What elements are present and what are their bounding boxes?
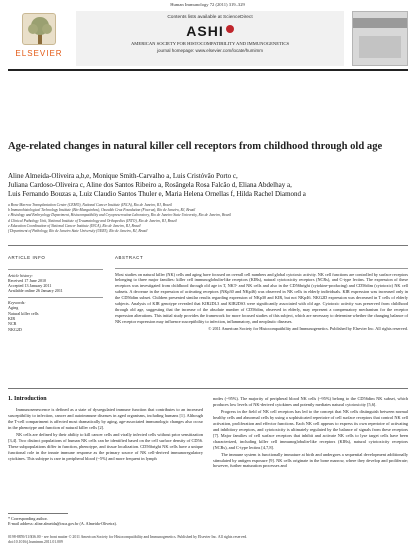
copyright-notice: © 2011 American Society for Histocompatibility and Immunogenetics. Published by Elsevier Inc. All rights reserved. <box>208 325 408 331</box>
journal-reference: Human Immunology 72 (2011) 319–329 <box>170 2 245 7</box>
author-email[interactable]: E-mail address: aline.almeida@inca.gov.br (A. Almeida-Oliveira). <box>8 521 117 527</box>
abstract-heading: ABSTRACT <box>115 255 144 260</box>
corresponding-author-note: * Corresponding author. <box>8 516 48 521</box>
elsevier-logo[interactable] <box>8 13 70 63</box>
authors-line: Juliana Cardoso-Oliveira c, Aline dos Santos Ribeiro a, Rosângela Rosa Falcão d, Eliana Abdelhay a, <box>8 181 292 190</box>
history-item: Available online 26 January 2011 <box>8 288 63 294</box>
abstract-body <box>115 268 408 332</box>
affiliation-item: a Bone Marrow Transplantation Center (CEMO), National Cancer Institute (INCA), Rio de Janeiro, RJ, Brazil <box>8 203 172 207</box>
keyword: NCR <box>8 321 17 327</box>
journal-cover-thumbnail[interactable] <box>352 11 408 66</box>
affiliation-item: e Education Coordination of National Cancer Institute (INCA), Rio de Janeiro, RJ, Brazil <box>8 223 141 228</box>
affiliation-item: c Histology and Embryology Department, Histocompatibility and Cryopreservation Laboratory, Rio de Janeiro State University, Rio de Janeiro, Brazil <box>8 213 231 218</box>
info-divider <box>8 245 408 246</box>
article-title: Age-related changes in natural killer cell receptors from childhood through old age <box>8 141 383 152</box>
divider <box>8 297 103 298</box>
keyword: Aging <box>8 305 19 311</box>
body-column-left <box>8 407 203 463</box>
body-paragraph: The immune system is functionally immature at birth and undergoes a sequential development additionally stimulated by antigen exposure [9]. NK cells originate in the bone marrow, where they develop and proliferate; however, further maturation processes and <box>213 451 408 469</box>
keyword: Natural killer cells <box>8 310 39 316</box>
authors-line: Aline Almeida-Oliveira a,b,e, Monique Smith-Carvalho a, Luis Cristóvão Porto c, <box>8 172 238 180</box>
keywords-label: Keywords: <box>8 300 26 306</box>
divider <box>8 269 103 270</box>
keyword: NKG2D <box>8 326 22 332</box>
ashi-logo-text: ASHI <box>186 23 224 39</box>
history-item: Accepted 13 January 2011 <box>8 283 52 289</box>
contents-line[interactable]: Contents lists available at ScienceDirect <box>167 15 253 20</box>
authors-line: Luis Fernando Bouzas a, Luiz Claudio Santos Thuler e, Maria Helena Ornellas f, Hilda Rachel Diamond a <box>8 190 306 199</box>
doi-link[interactable]: doi:10.1016/j.humimm.2011.01.009 <box>8 540 63 544</box>
body-paragraph: Immunosenescence is defined as a state of dysregulated immune function that contributes to an increased susceptibility to infection, cancer and autoimmune diseases in aged organisms, including humans [1]. Although the T-cell compartment is affected most dramatically by aging, age-associated immunologic changes also occur in the phenotype and function of natural killer cells [2]. <box>8 407 203 430</box>
article-history <box>8 266 103 332</box>
body-column-right <box>213 396 408 470</box>
introduction-heading: 1. Introduction <box>8 396 47 402</box>
issn-line: 0198-8859/11/$36.00 - see front matter © 2011 American Society for Histocompatibility and Immunogenetics. Published by Elsevier Inc. All rights reserved. <box>8 535 248 539</box>
affiliations <box>8 203 408 234</box>
journal-header <box>8 11 408 66</box>
body-paragraph: nodes (~95%). The majority of peripheral blood NK cells (~95%) belong to the CD56dim NK subset, which produces low levels of NK-derived cytokines and potently mediates natural cytotoxicity [5,6]. <box>213 396 408 407</box>
affiliation-item: d Clinical Pathology Unit, National Institute of Traumatology and Orthopedics (INTO), Rio de Janeiro, RJ, Brazil <box>8 218 177 223</box>
author-list <box>8 172 408 200</box>
ashi-logo <box>186 23 233 41</box>
article-info-heading: ARTICLE INFO <box>8 255 46 260</box>
journal-banner <box>76 11 344 66</box>
publication-footer <box>8 535 408 545</box>
ashi-dot-icon <box>226 25 234 33</box>
history-item: Received 17 June 2010 <box>8 277 47 283</box>
affiliation-item: f Department of Pathology, Rio de Janeiro State University (UERJ), Rio de Janeiro, RJ, Brazil <box>8 229 148 234</box>
abstract-divider <box>8 388 408 389</box>
cover-image-area <box>359 36 401 58</box>
journal-homepage-link[interactable]: journal homepage: www.elsevier.com/locate/humimm <box>156 48 264 53</box>
keyword: KIR <box>8 316 16 322</box>
header-divider <box>8 69 408 71</box>
body-paragraph: Progress in the field of NK cell receptors has led to the concept that NK cells distinguish between normal healthy cells and abnormal cells by using a sophisticated repertoire of cell surface receptors that control NK cell activation, proliferation and effector functions. Each NK cell appears to express its own repertoire of activating and inhibitory receptors, and cytotoxicity is ultimately regulated by the balance of signals from these receptors [7]. Major families of cell surface receptors that inhibit and activate NK cells to lyse target cells have been characterized, including killer cell immunoglobulin-like receptors (KIRs), natural cytotoxicity receptors (NCRs), and C-type lectins [4,7,8]. <box>213 408 408 450</box>
cover-band <box>353 18 407 28</box>
affiliation-item: b Immunohistological Technology Institute (Bio-Manguinhos), Oswaldo Cruz Foundation (Fiocruz), Rio de Janeiro, RJ, Brazil <box>8 208 196 213</box>
body-paragraph: NK cells are defined by their ability to kill cancer cells and virally infected cells without prior sensitization [3,4]. Two distinct populations of human NK cells can be identified based on the cell surface density of CD56. These subpopulations differ in function, phenotype, and tissue localization. CD56bright NK cells have a unique functional role in the innate immune response as the primary source of NK cell-derived immunoregulatory cytokines. This subtype is rare in peripheral blood (~5%) and more frequent in lymph <box>8 431 203 461</box>
history-label: Article history: <box>8 272 33 278</box>
elsevier-tree-icon <box>22 13 56 45</box>
abstract-text: Most studies on natural killer (NK) cells and aging have focused on overall cell numbers and global cytotoxic activity. NK cell functions are controlled by surface receptors belonging to three major families: killer cell immunoglobulin-like receptors (KIRs), natural cytotoxicity receptors (NCRs), and C-type lectins. The expression of these receptors was investigated from childhood through old age in T, NKT- and NK cells and also in the CD56bright (cytokine-producing) and CD56dim (cytotoxic) NK cell subsets. A decrease in the expression of activating receptors (NKp30 and NKp46) was observed in NK cells in elderly individuals. KIR expression was increased only in the CD56dim subset. Children presented similar results regarding expression of NKp30 and KIR, but not NKp46. NKG2D expression was decreased in T cells of elderly subjects. Analysis of KIR genotype revealed that KIR2DL3 and KIR2DS3 were significantly associated with old age. Cytotoxic activity was preserved from childhood through old age, suggesting that the increase of the absolute number of CD56dim, observed in elderly, may represent a compensatory mechanism for the receptor expression alterations. This initial study provides the framework for more focused studies of this subject, which are necessary to determine whether the changing balance of NK receptor expression may influence susceptibility to infection, inflammatory, and neoplastic diseases. <box>115 271 408 324</box>
footnotes <box>8 516 203 527</box>
divider <box>115 268 408 269</box>
society-name: AMERICAN SOCIETY FOR HISTOCOMPATIBILITY AND IMMUNOGENETICS <box>130 41 290 46</box>
elsevier-wordmark: ELSEVIER <box>15 49 63 58</box>
footnote-divider <box>8 513 68 514</box>
